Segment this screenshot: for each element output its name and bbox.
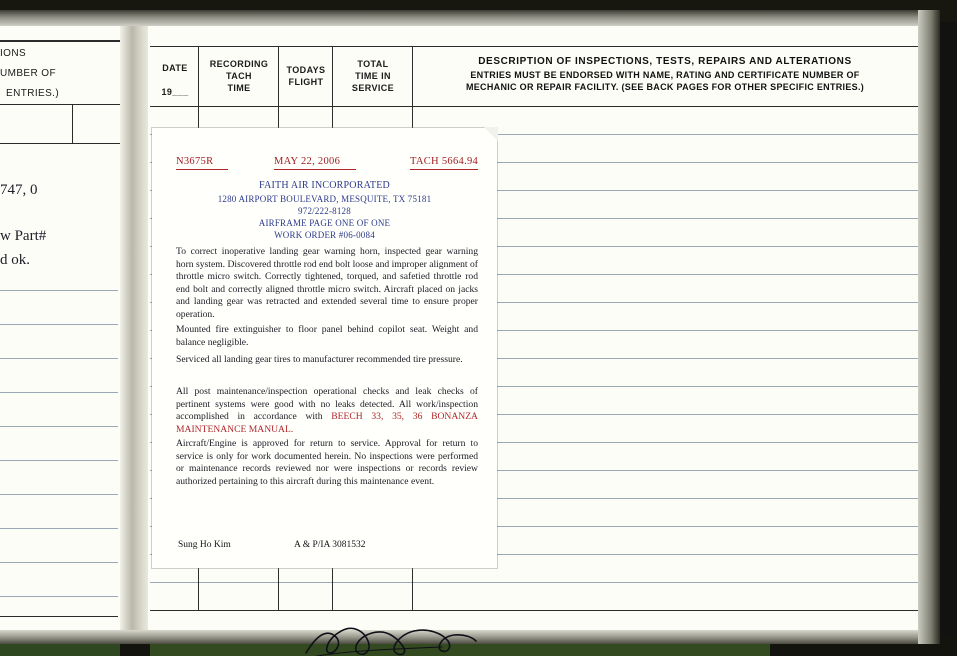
description-header-line-2: ENTRIES MUST BE ENDORSED WITH NAME, RATING AND CERTIFICATE NUMBER OF (470, 70, 860, 80)
work-order-label: WORK ORDER #06-0084 (274, 230, 375, 240)
column-header-description (415, 56, 915, 92)
signer-name: Sung Ho Kim (178, 540, 231, 550)
company-name: FAITH AIR INCORPORATED (259, 180, 390, 191)
column-divider-tach (278, 46, 279, 106)
left-page (0, 26, 140, 630)
column-header-todays: TODAYS (286, 65, 326, 75)
column-divider-flight (332, 46, 333, 106)
left-page-header-line-3: ENTRIES.) (6, 88, 60, 99)
left-page-handwriting-1: 747, 0 (0, 182, 38, 198)
maintenance-entry-sticker (152, 128, 497, 568)
left-page-line (0, 358, 118, 359)
signer-certificate: A & P/IA 3081532 (294, 540, 366, 550)
left-page-line (0, 528, 118, 529)
left-page-handwriting-3: d ok. (0, 252, 30, 268)
entry-date: MAY 22, 2006 (274, 156, 341, 167)
entry-paragraph-2: Mounted fire extinguisher to floor panel behind copilot seat. Weight and balance negligible. (176, 324, 478, 348)
description-header-line-3: MECHANIC OR REPAIR FACILITY. (SEE BACK PAGES FOR OTHER SPECIFIC ENTRIES.) (465, 82, 865, 92)
left-page-line (0, 596, 118, 597)
column-header-service: SERVICE (351, 83, 395, 93)
left-page-column-divider (72, 105, 73, 143)
book-edge-top (0, 10, 940, 26)
column-header-date-year: 19___ (161, 87, 189, 97)
left-page-line-bottom (0, 616, 118, 617)
company-address: 1280 AIRPORT BOULEVARD, MESQUITE, TX 75181 (217, 194, 432, 204)
book-gutter (120, 26, 150, 630)
left-page-rule-2 (0, 143, 120, 144)
column-header-flight: FLIGHT (288, 77, 324, 87)
left-page-line (0, 392, 118, 393)
airframe-page-label: AIRFRAME PAGE ONE OF ONE (258, 218, 391, 228)
column-header-time: TIME (227, 83, 251, 93)
left-page-line (0, 324, 118, 325)
entry-approval-paragraph: Aircraft/Engine is approved for return to service. Approval for return to service is only for work documented herein. No inspections were performed or maintenance records reviewed nor were inspections or records review authorized pertaining to this aircraft during this maintenance event. (176, 438, 478, 487)
left-page-line (0, 290, 118, 291)
entry-paragraph-4-manual-reference: BEECH 33, 35, 36 BONANZA MAINTENANCE MANUAL. (176, 411, 478, 435)
entry-tach: TACH 5664.94 (410, 156, 479, 167)
entry-paragraph-1: To correct inoperative landing gear warning horn, inspected gear warning horn system. Discovered throttle rod end bolt loose and improper alignment of throttle micro switch. Correctly tightened, torqued, and safetied throttle rod end bolt and correctly aligned throttle micro switch. Aircraft placed on jacks and landing gear was retracted and extended several time to ensure proper operation. (176, 246, 478, 320)
column-header-tach: TACH (226, 71, 252, 81)
table-header-top-rule (150, 46, 918, 47)
column-header-total: TOTAL (357, 59, 389, 69)
left-page-line (0, 426, 118, 427)
book-edge-right (918, 10, 940, 644)
column-divider-date (198, 46, 199, 106)
sticker-folded-corner (484, 127, 498, 141)
left-page-header-line-1: IONS (0, 48, 27, 59)
left-page-line (0, 562, 118, 563)
tail-number: N3675R (176, 156, 214, 167)
column-header-recording: RECORDING (209, 59, 269, 69)
entry-paragraph-3: Serviced all landing gear tires to manufacturer recommended tire pressure. (176, 354, 463, 365)
column-header-date: DATE (162, 63, 188, 73)
entry-paragraph-4 (176, 386, 478, 436)
column-header-time-in: TIME IN (355, 71, 391, 81)
entry-rule-bottom (150, 610, 918, 611)
entry-rule (150, 582, 918, 583)
date-underline (274, 169, 356, 170)
left-page-handwriting-2: w Part# (0, 228, 47, 244)
left-page-line (0, 460, 118, 461)
left-page-line (0, 494, 118, 495)
table-header-bottom-rule (150, 106, 918, 107)
entry-paragraph-4-text: All post maintenance/inspection operational checks and leak checks of pertinent systems were good with no leaks detected. All work/inspection accomplished in accordance with (176, 386, 478, 423)
description-header-line-1: DESCRIPTION OF INSPECTIONS, TESTS, REPAIRS AND ALTERATIONS (478, 56, 852, 67)
company-phone: 972/222-8128 (298, 206, 351, 216)
signature-mark (302, 623, 482, 656)
left-page-header-line-2: UMBER OF (0, 68, 56, 79)
column-divider-total (412, 46, 413, 106)
left-page-rule-top (0, 40, 120, 42)
tail-number-underline (176, 169, 228, 170)
left-page-rule-under-header (0, 104, 120, 105)
tach-underline (410, 169, 478, 170)
